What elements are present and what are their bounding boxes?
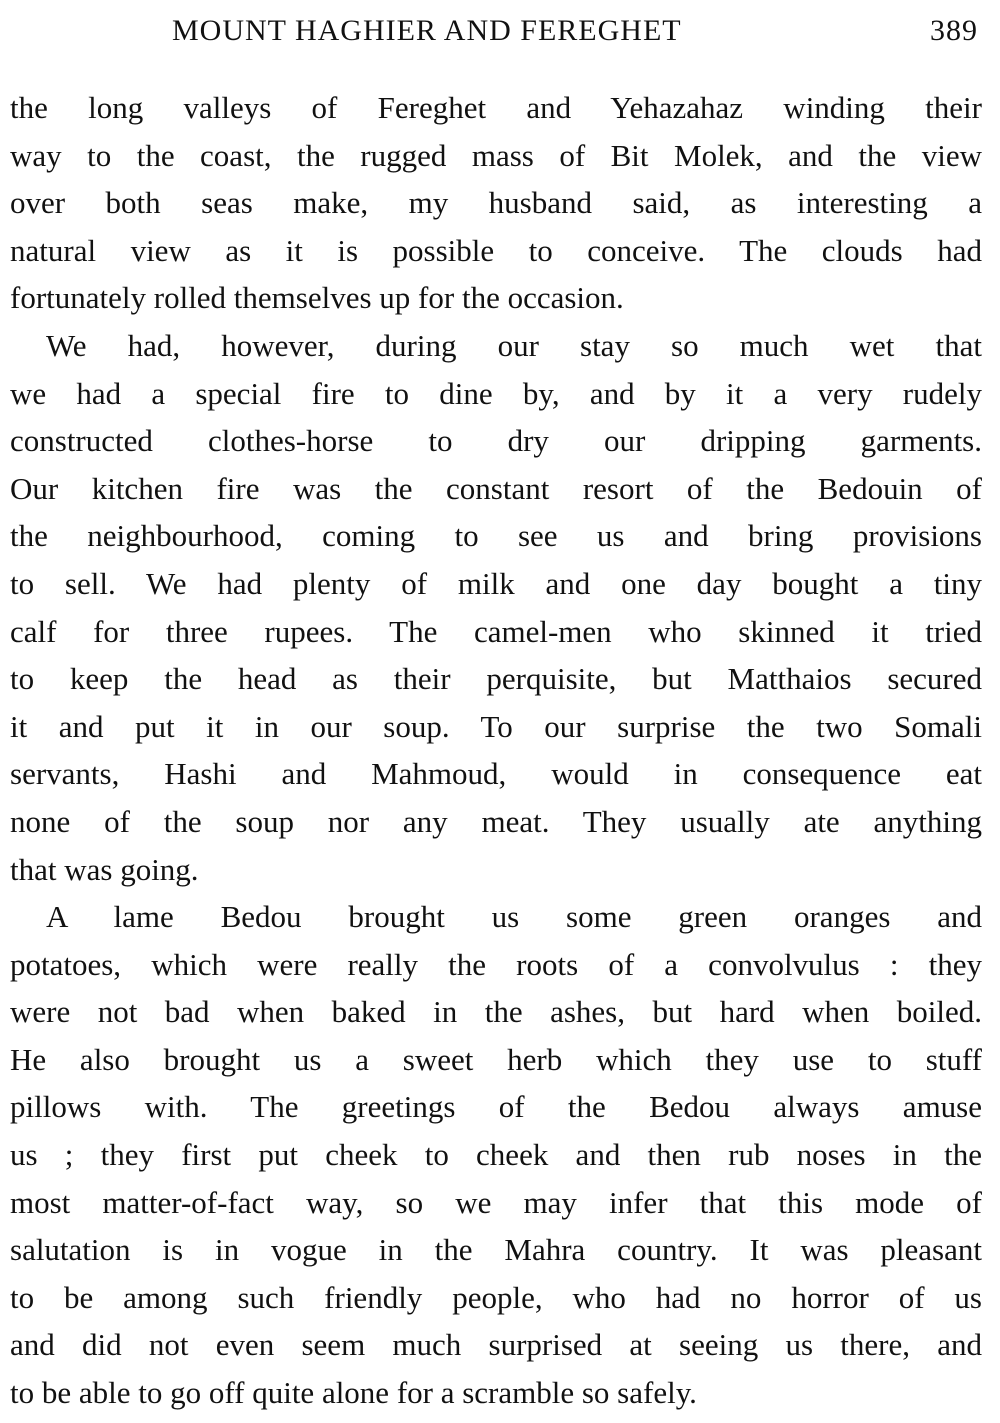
text-line: pillows with. The greetings of the Bedou always amuse <box>10 1089 982 1125</box>
text-line: the neighbourhood, coming to see us and bring provisions <box>10 518 982 554</box>
text-line: the long valleys of Fereghet and Yehazahaz winding their <box>10 90 982 125</box>
text-line: us ; they first put cheek to cheek and then rub noses in the <box>10 1137 982 1173</box>
text-line: and did not even seem much surprised at seeing us there, and <box>10 1327 982 1363</box>
running-title: MOUNT HAGHIER AND FEREGHET <box>172 14 682 47</box>
text-line: salutation is in vogue in the Mahra country. It was pleasant <box>10 1232 982 1268</box>
text-line: servants, Hashi and Mahmoud, would in consequence eat <box>10 756 982 792</box>
text-line: over both seas make, my husband said, as interesting a <box>10 185 982 221</box>
text-line: were not bad when baked in the ashes, but hard when boiled. <box>10 994 982 1030</box>
text-line: that was going. <box>10 851 199 887</box>
text-line: constructed clothes-horse to dry our dripping garments. <box>10 423 982 459</box>
text-line: most matter-of-fact way, so we may infer that this mode of <box>10 1184 982 1220</box>
text-line: potatoes, which were really the roots of a convolvulus : they <box>10 946 982 982</box>
running-head <box>0 14 1000 54</box>
body-text <box>10 84 982 1417</box>
text-line: to be able to go off quite alone for a scramble so safely. <box>10 1375 697 1411</box>
text-line: to be among such friendly people, who had no horror of us <box>10 1279 982 1315</box>
text-line: we had a special fire to dine by, and by it a very rudely <box>10 375 982 411</box>
text-line: none of the soup nor any meat. They usually ate anything <box>10 803 982 839</box>
text-line: We had, however, during our stay so much wet that <box>46 327 982 363</box>
text-line: to keep the head as their perquisite, but Matthaios secured <box>10 661 982 697</box>
text-line: fortunately rolled themselves up for the occasion. <box>10 280 624 316</box>
text-line: A lame Bedou brought us some green oranges and <box>46 899 982 935</box>
text-line: way to the coast, the rugged mass of Bit Molek, and the view <box>10 137 982 173</box>
text-line: calf for three rupees. The camel-men who skinned it tried <box>10 613 982 649</box>
text-line: Our kitchen fire was the constant resort of the Bedouin of <box>10 470 982 506</box>
page-number: 389 <box>930 14 978 47</box>
text-line: He also brought us a sweet herb which they use to stuff <box>10 1041 982 1077</box>
text-line: natural view as it is possible to conceive. The clouds had <box>10 232 982 268</box>
text-line: it and put it in our soup. To our surprise the two Somali <box>10 708 982 744</box>
text-line: to sell. We had plenty of milk and one day bought a tiny <box>10 565 982 601</box>
